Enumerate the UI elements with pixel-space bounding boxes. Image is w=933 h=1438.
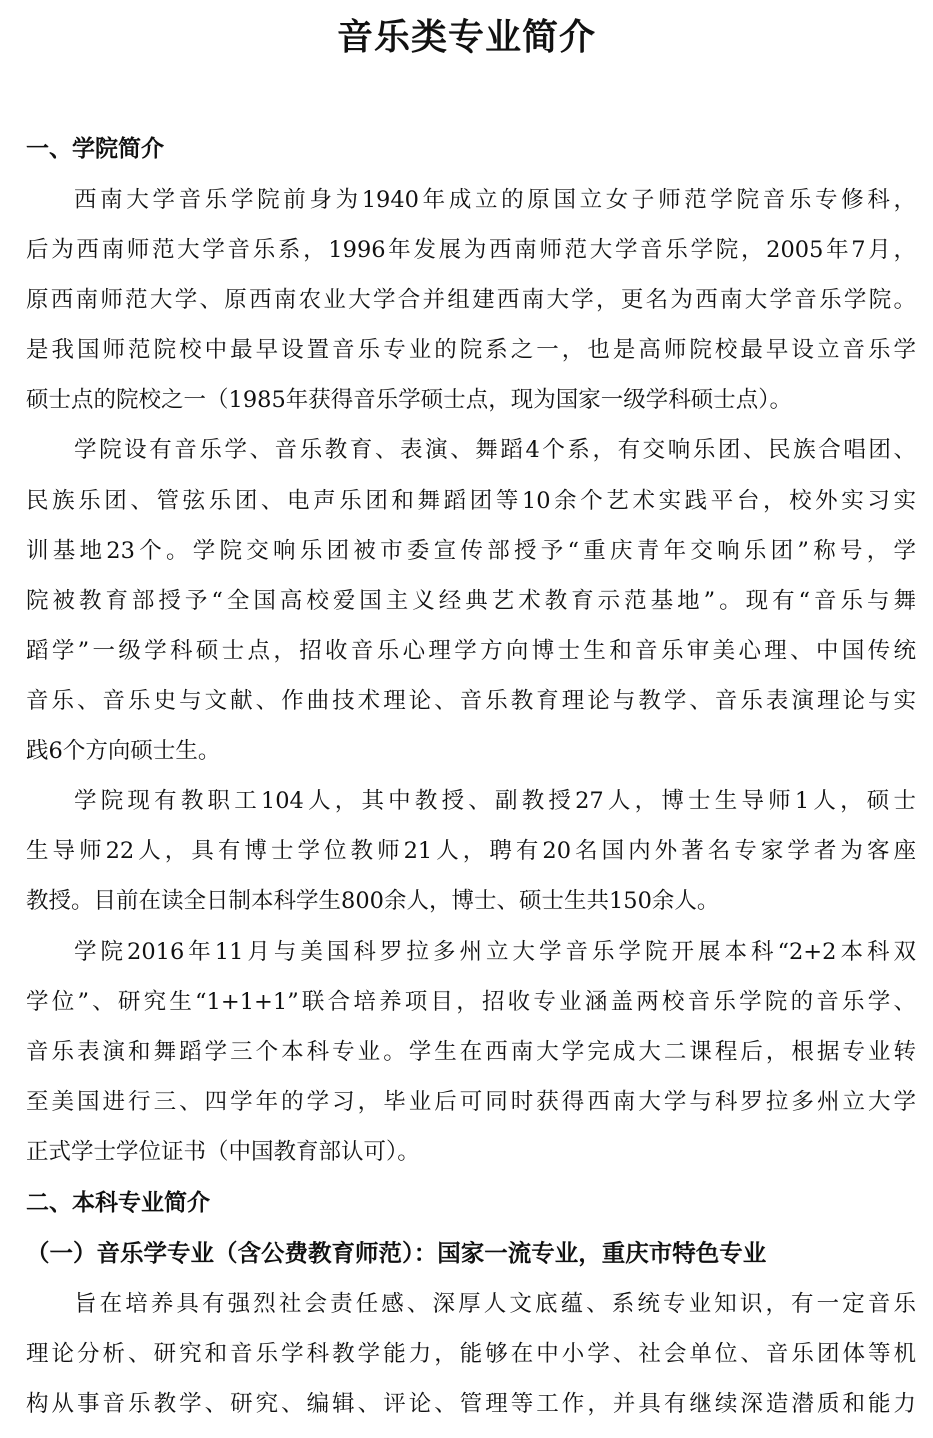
text-line: 旨在培养具有强烈社会责任感、深厚人文底蕴、系统专业知识，有一定音乐: [74, 1291, 916, 1317]
text-line: 院被教育部授予“全国高校爱国主义经典艺术教育示范基地”。现有“音乐与舞: [26, 588, 916, 614]
section-heading-college-intro: 一、学院简介: [26, 136, 164, 162]
text-line: 原西南师范大学、原西南农业大学合并组建西南大学，更名为西南大学音乐学院。: [26, 287, 916, 313]
text-line: 后为西南师范大学音乐系，1996年发展为西南师范大学音乐学院，2005年7月，: [26, 237, 916, 263]
text-line: 学院设有音乐学、音乐教育、表演、舞蹈4个系，有交响乐团、民族合唱团、: [74, 437, 916, 463]
section-heading-undergraduate-majors: 二、本科专业简介: [26, 1190, 210, 1216]
text-line: 音乐、音乐史与文献、作曲技术理论、音乐教育理论与教学、音乐表演理论与实: [26, 688, 916, 714]
subsection-heading-musicology: （一）音乐学专业（含公费教育师范）：国家一流专业，重庆市特色专业: [26, 1239, 767, 1267]
text-line: 理论分析、研究和音乐学科教学能力，能够在中小学、社会单位、音乐团体等机: [26, 1341, 916, 1367]
text-line: 硕士点的院校之一（1985年获得音乐学硕士点，现为国家一级学科硕士点）。: [26, 387, 793, 413]
text-line: 正式学士学位证书（中国教育部认可）。: [26, 1139, 420, 1165]
text-line: 学位”、研究生“1+1+1”联合培养项目，招收专业涵盖两校音乐学院的音乐学、: [26, 989, 916, 1015]
text-line: 民族乐团、管弦乐团、电声乐团和舞蹈团等10余个艺术实践平台，校外实习实: [26, 488, 916, 514]
text-line: 蹈学”一级学科硕士点，招收音乐心理学方向博士生和音乐审美心理、中国传统: [26, 638, 916, 664]
text-line: 音乐表演和舞蹈学三个本科专业。学生在西南大学完成大二课程后，根据专业转: [26, 1039, 916, 1065]
text-line: 训基地23个。学院交响乐团被市委宣传部授予“重庆青年交响乐团”称号，学: [26, 538, 916, 564]
text-line: 至美国进行三、四学年的学习，毕业后可同时获得西南大学与科罗拉多州立大学: [26, 1089, 916, 1115]
text-line: 践6个方向硕士生。: [26, 738, 221, 764]
text-line: 生导师22人，具有博士学位教师21人，聘有20名国内外著名专家学者为客座: [26, 838, 916, 864]
text-line: 构从事音乐教学、研究、编辑、评论、管理等工作，并具有继续深造潜质和能力: [26, 1391, 916, 1417]
text-line: 西南大学音乐学院前身为1940年成立的原国立女子师范学院音乐专修科，: [74, 187, 916, 213]
page-title: 音乐类专业简介: [336, 17, 596, 58]
text-line: 是我国师范院校中最早设置音乐专业的院系之一，也是高师院校最早设立音乐学: [26, 337, 916, 363]
text-line: 学院2016年11月与美国科罗拉多州立大学音乐学院开展本科“2+2本科双: [74, 939, 916, 965]
text-line: 学院现有教职工104人，其中教授、副教授27人，博士生导师1人，硕士: [74, 788, 916, 814]
text-line: 教授。目前在读全日制本科学生800余人，博士、硕士生共150余人。: [26, 888, 720, 914]
